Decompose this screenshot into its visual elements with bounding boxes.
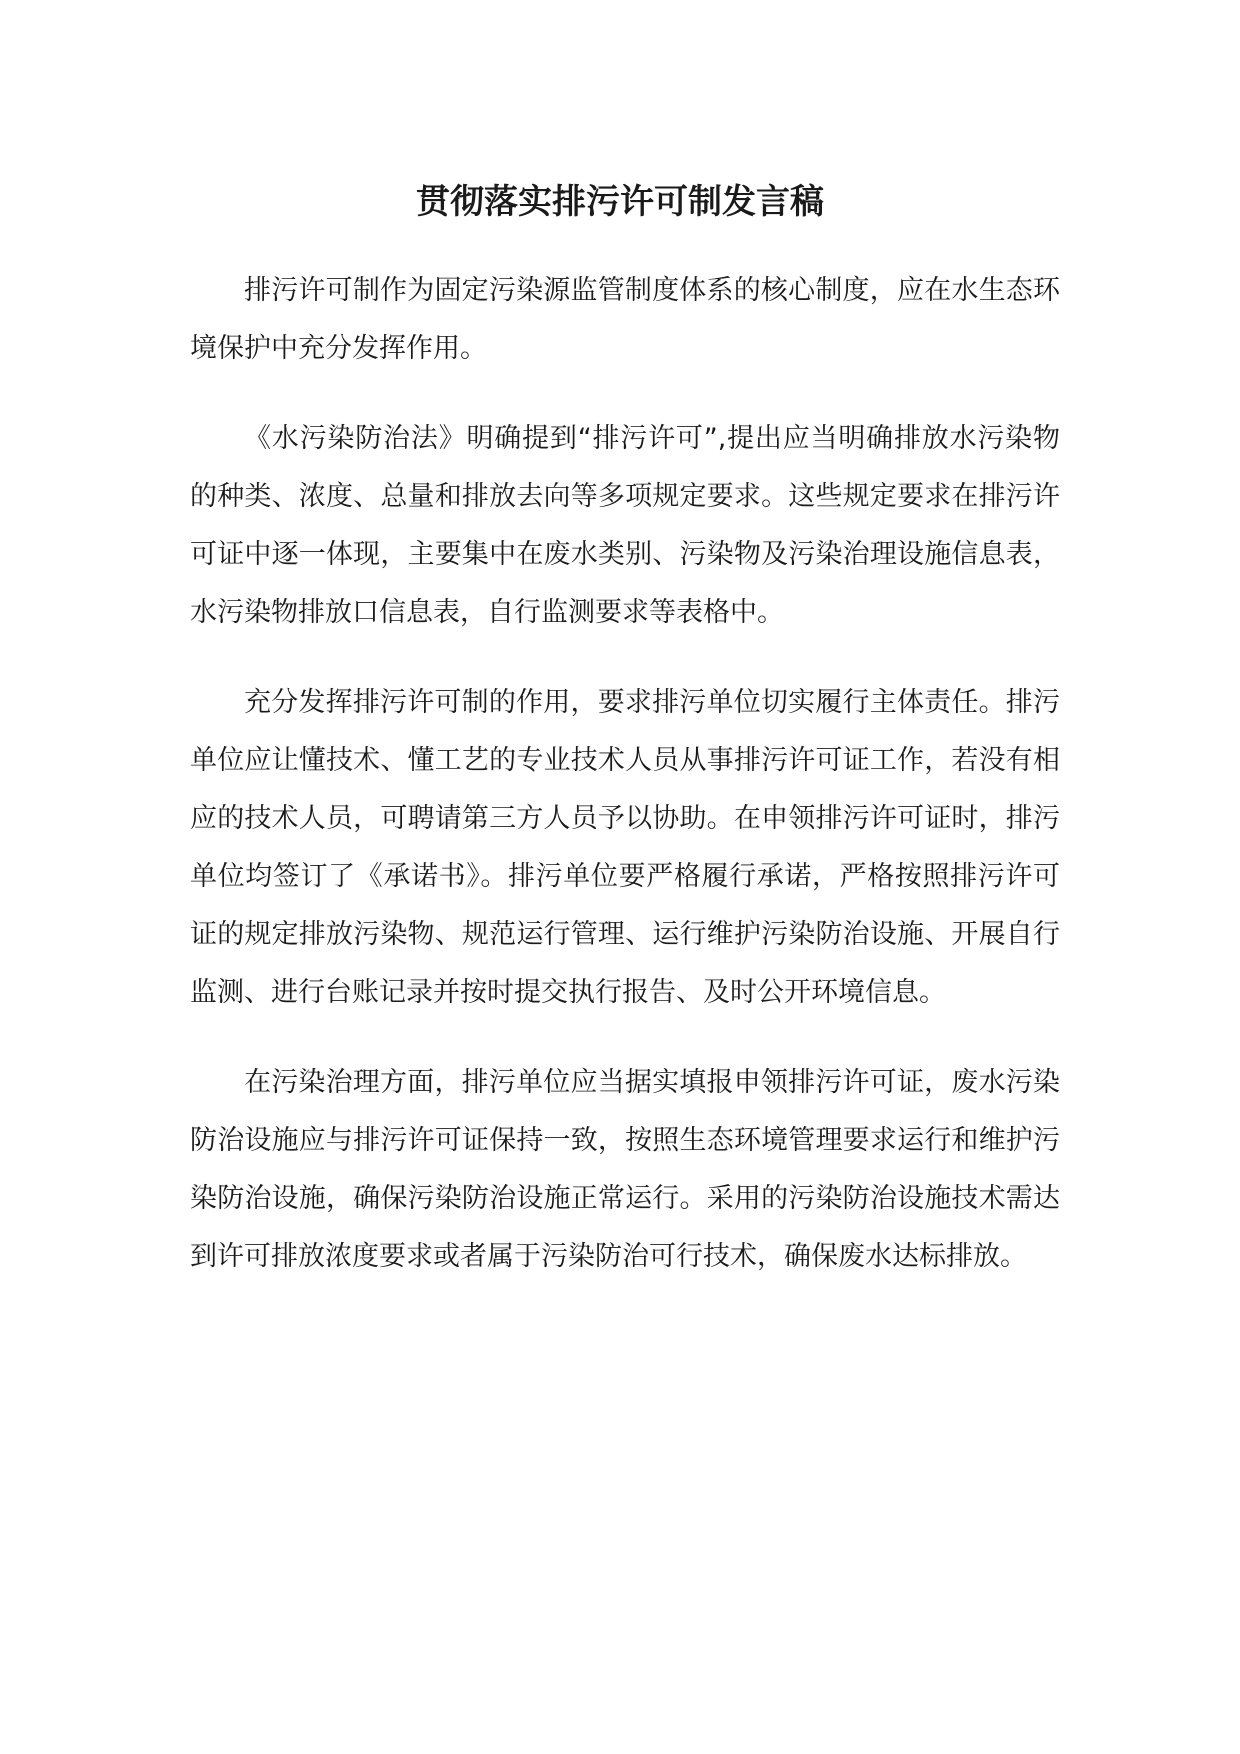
paragraph-3: 充分发挥排污许可制的作用，要求排污单位切实履行主体责任。排污单位应让懂技术、懂工艺的专业技术人员从事排污许可证工作，若没有相应的技术人员，可聘请第三方人员予以协助。在申领排污许可证时，排污单位均签订了《承诺书》。排污单位要严格履行承诺，严格按照排污许可证的规定排放污染物、规范运行管理、运行维护污染防治设施、开展自行监测、进行台账记录并按时提交执行报告、及时公开环境信息。 [190, 687, 1060, 1008]
paragraph-2: 《水污染防治法》明确提到“排污许可”,提出应当明确排放水污染物的种类、浓度、总量和排放去向等多项规定要求。这些规定要求在排污许可证中逐一体现，主要集中在废水类别、污染物及污染治理设施信息表，水污染物排放口信息表，自行监测要求等表格中。 [190, 423, 1060, 628]
document-title: 贯彻落实排污许可制发言稿 [416, 182, 824, 222]
paragraph-1: 排污许可制作为固定污染源监管制度体系的核心制度，应在水生态环境保护中充分发挥作用。 [190, 275, 1060, 364]
document-body [190, 262, 1060, 1318]
paragraph-4: 在污染治理方面，排污单位应当据实填报申领排污许可证，废水污染防治设施应与排污许可证保持一致，按照生态环境管理要求运行和维护污染防治设施，确保污染防治设施正常运行。采用的污染防治设施技术需达到许可排放浓度要求或者属于污染防治可行技术，确保废水达标排放。 [190, 1067, 1060, 1272]
